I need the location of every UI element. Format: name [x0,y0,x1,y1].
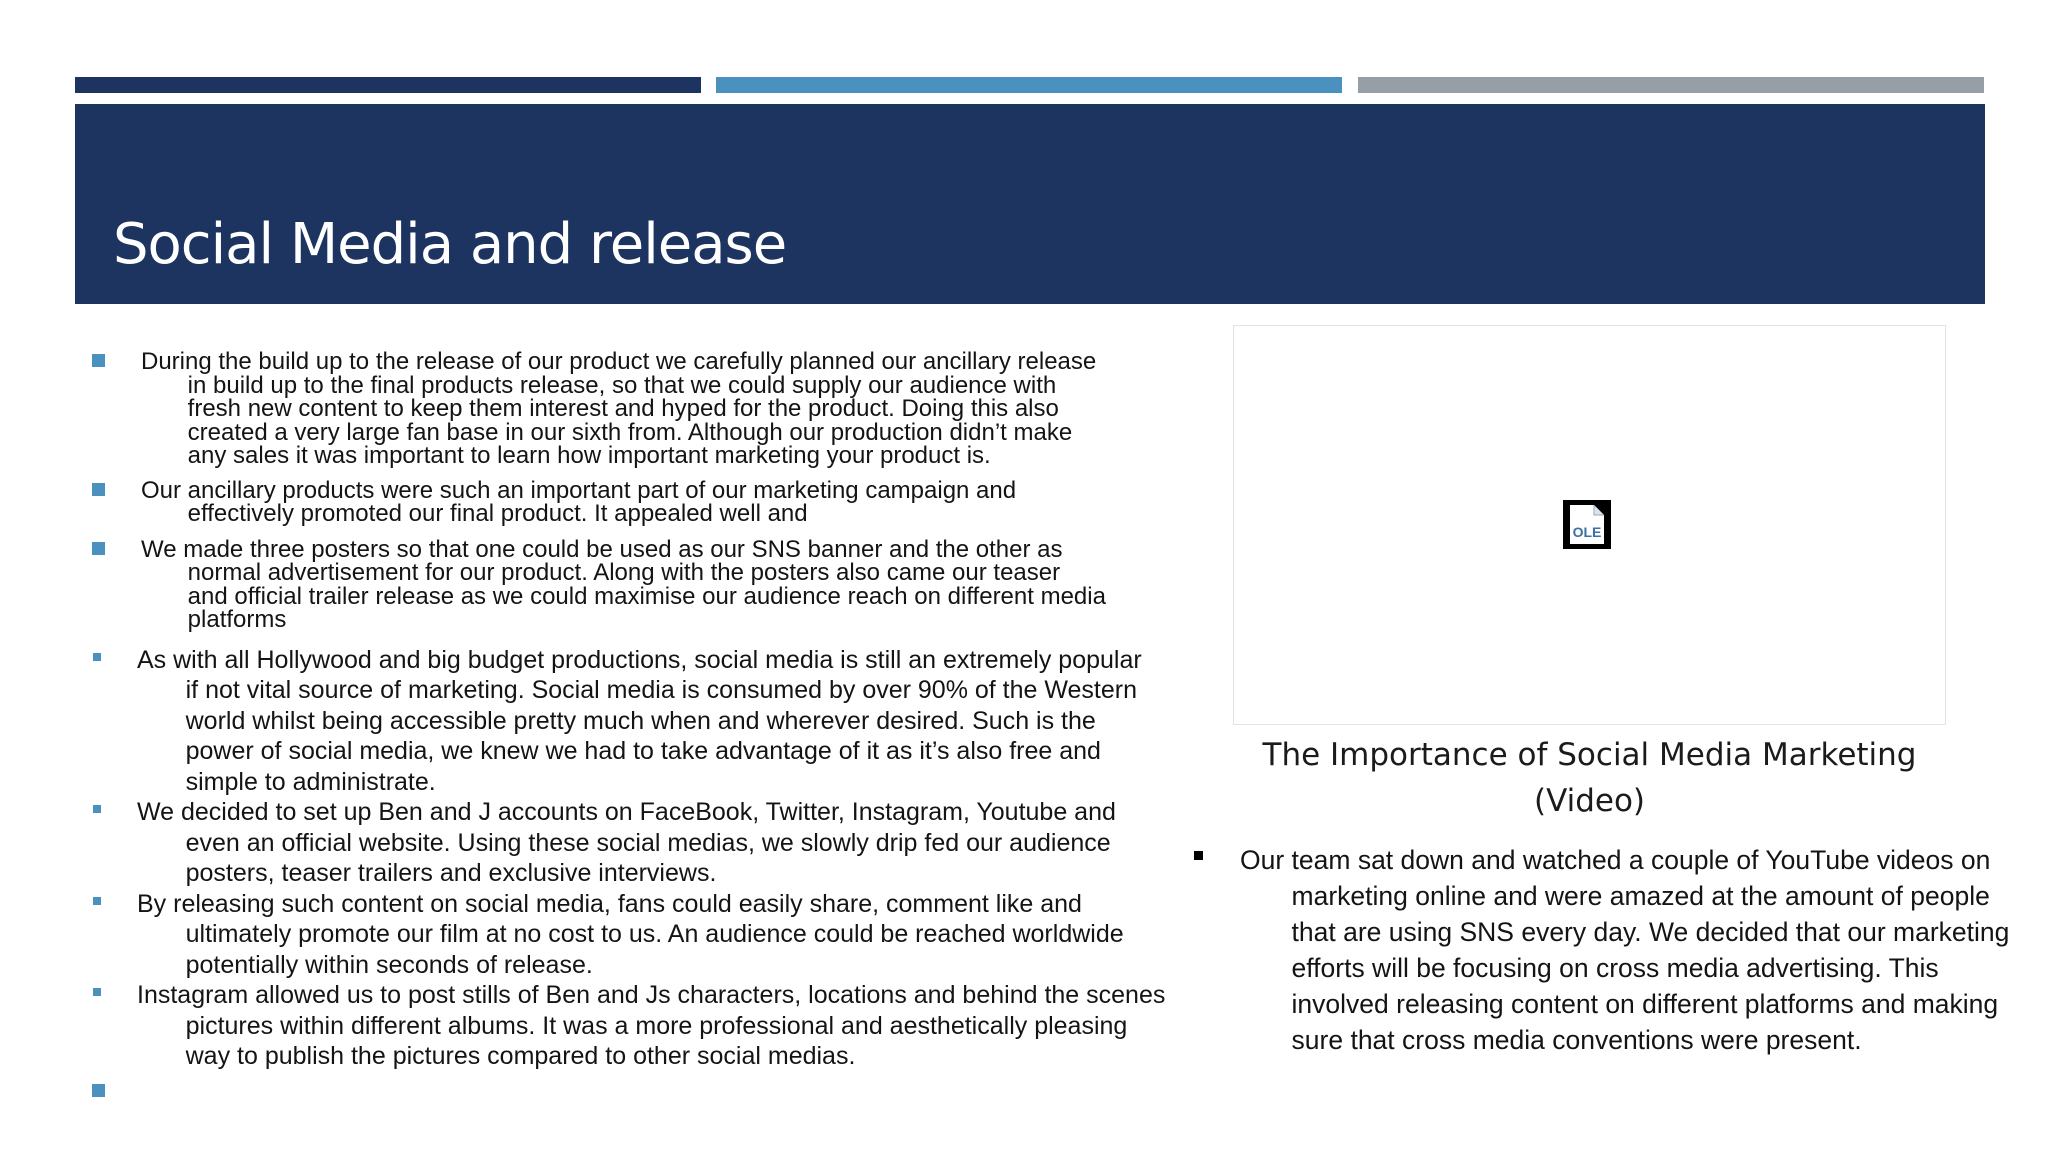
bullet-item [88,350,1188,468]
right-bullet-text: Our team sat down and watched a couple of YouTube videos on marketing online and were amazed at the amount of people that are using SNS every day. We decided that our marketing efforts will be focusing on cross media advertising. This involved releasing content on different platforms and making sure that cross media conventions were present. [1240,845,2010,1055]
video-caption [1233,732,1946,824]
bullet-text: During the build up to the release of our product we carefully planned our ancillary release in build up to the final products release, so that we could supply our audience with fresh new content to keep them interest and hyped for the product. Doing this also created a very large fan base in our sixth from. Although our production didn’t make any sales it was important to learn how important marketing your product is. [141,348,1097,469]
square-bullet-icon [1194,851,1203,860]
bullet-text: We decided to set up Ben and J accounts on FaceBook, Twitter, Instagram, Youtube and even an official website. Using these social medias, we slowly drip fed our audience posters, teaser trailers and exclusive interviews. [137,798,1116,887]
bullet-item [88,980,1188,1072]
svg-text:OLE: OLE [1572,524,1602,540]
square-bullet-icon [92,542,105,555]
bullet-item [88,535,1188,633]
bullet-text: Instagram allowed us to post stills of Ben and Js characters, locations and behind the scenes pictures within different albums. It was a more professional and aesthetically pleasing way to publish the pictures compared to other social medias. [137,981,1166,1070]
square-bullet-icon [93,653,101,661]
bullet-text: By releasing such content on social media, fans could easily share, comment like and ultimately promote our film at no cost to us. An audience could be reached worldwide potentially within seconds of release. [137,889,1124,979]
video-caption-line: (Video) [1533,783,1646,819]
square-bullet-icon [92,483,105,496]
video-caption-line: The Importance of Social Media Marketing [1262,737,1917,773]
bullet-item [88,889,1188,981]
empty-bullet-item [88,1072,1188,1102]
square-bullet-icon [93,988,101,996]
square-bullet-icon [93,897,101,905]
slide-title: Social Media and release [113,212,787,277]
square-bullet-icon [92,354,105,367]
left-content [88,350,1188,1102]
square-bullet-icon [92,1084,105,1097]
bullet-item [88,797,1188,889]
accent-bar-blue [716,77,1342,93]
accent-bar-gray [1358,77,1984,93]
regular-bullet-group [88,645,1188,1102]
square-bullet-icon [93,805,101,813]
bullet-text: Our ancillary products were such an important part of our marketing campaign and effectively promoted our final product. It appealed well and [141,476,1017,527]
bullet-item [88,476,1188,527]
bullet-text: As with all Hollywood and big budget productions, social media is still an extremely popular if not vital source of marketing. Social media is consumed by over 90% of the Western world whilst being accessible pretty much when and wherever desired. Such is the power of social media, we knew we had to take advantage of it as it’s also free and simple to administrate. [137,645,1142,796]
ole-object-icon[interactable] [1562,499,1612,550]
bullet-item [88,645,1188,798]
accent-bar-dark [75,77,701,93]
bullet-text: We made three posters so that one could be used as our SNS banner and the other as normal advertisement for our product. Along with the posters also came our teaser and official trailer release as we could maximise our audience reach on different media platforms [141,535,1106,633]
dense-bullet-group [88,350,1188,632]
